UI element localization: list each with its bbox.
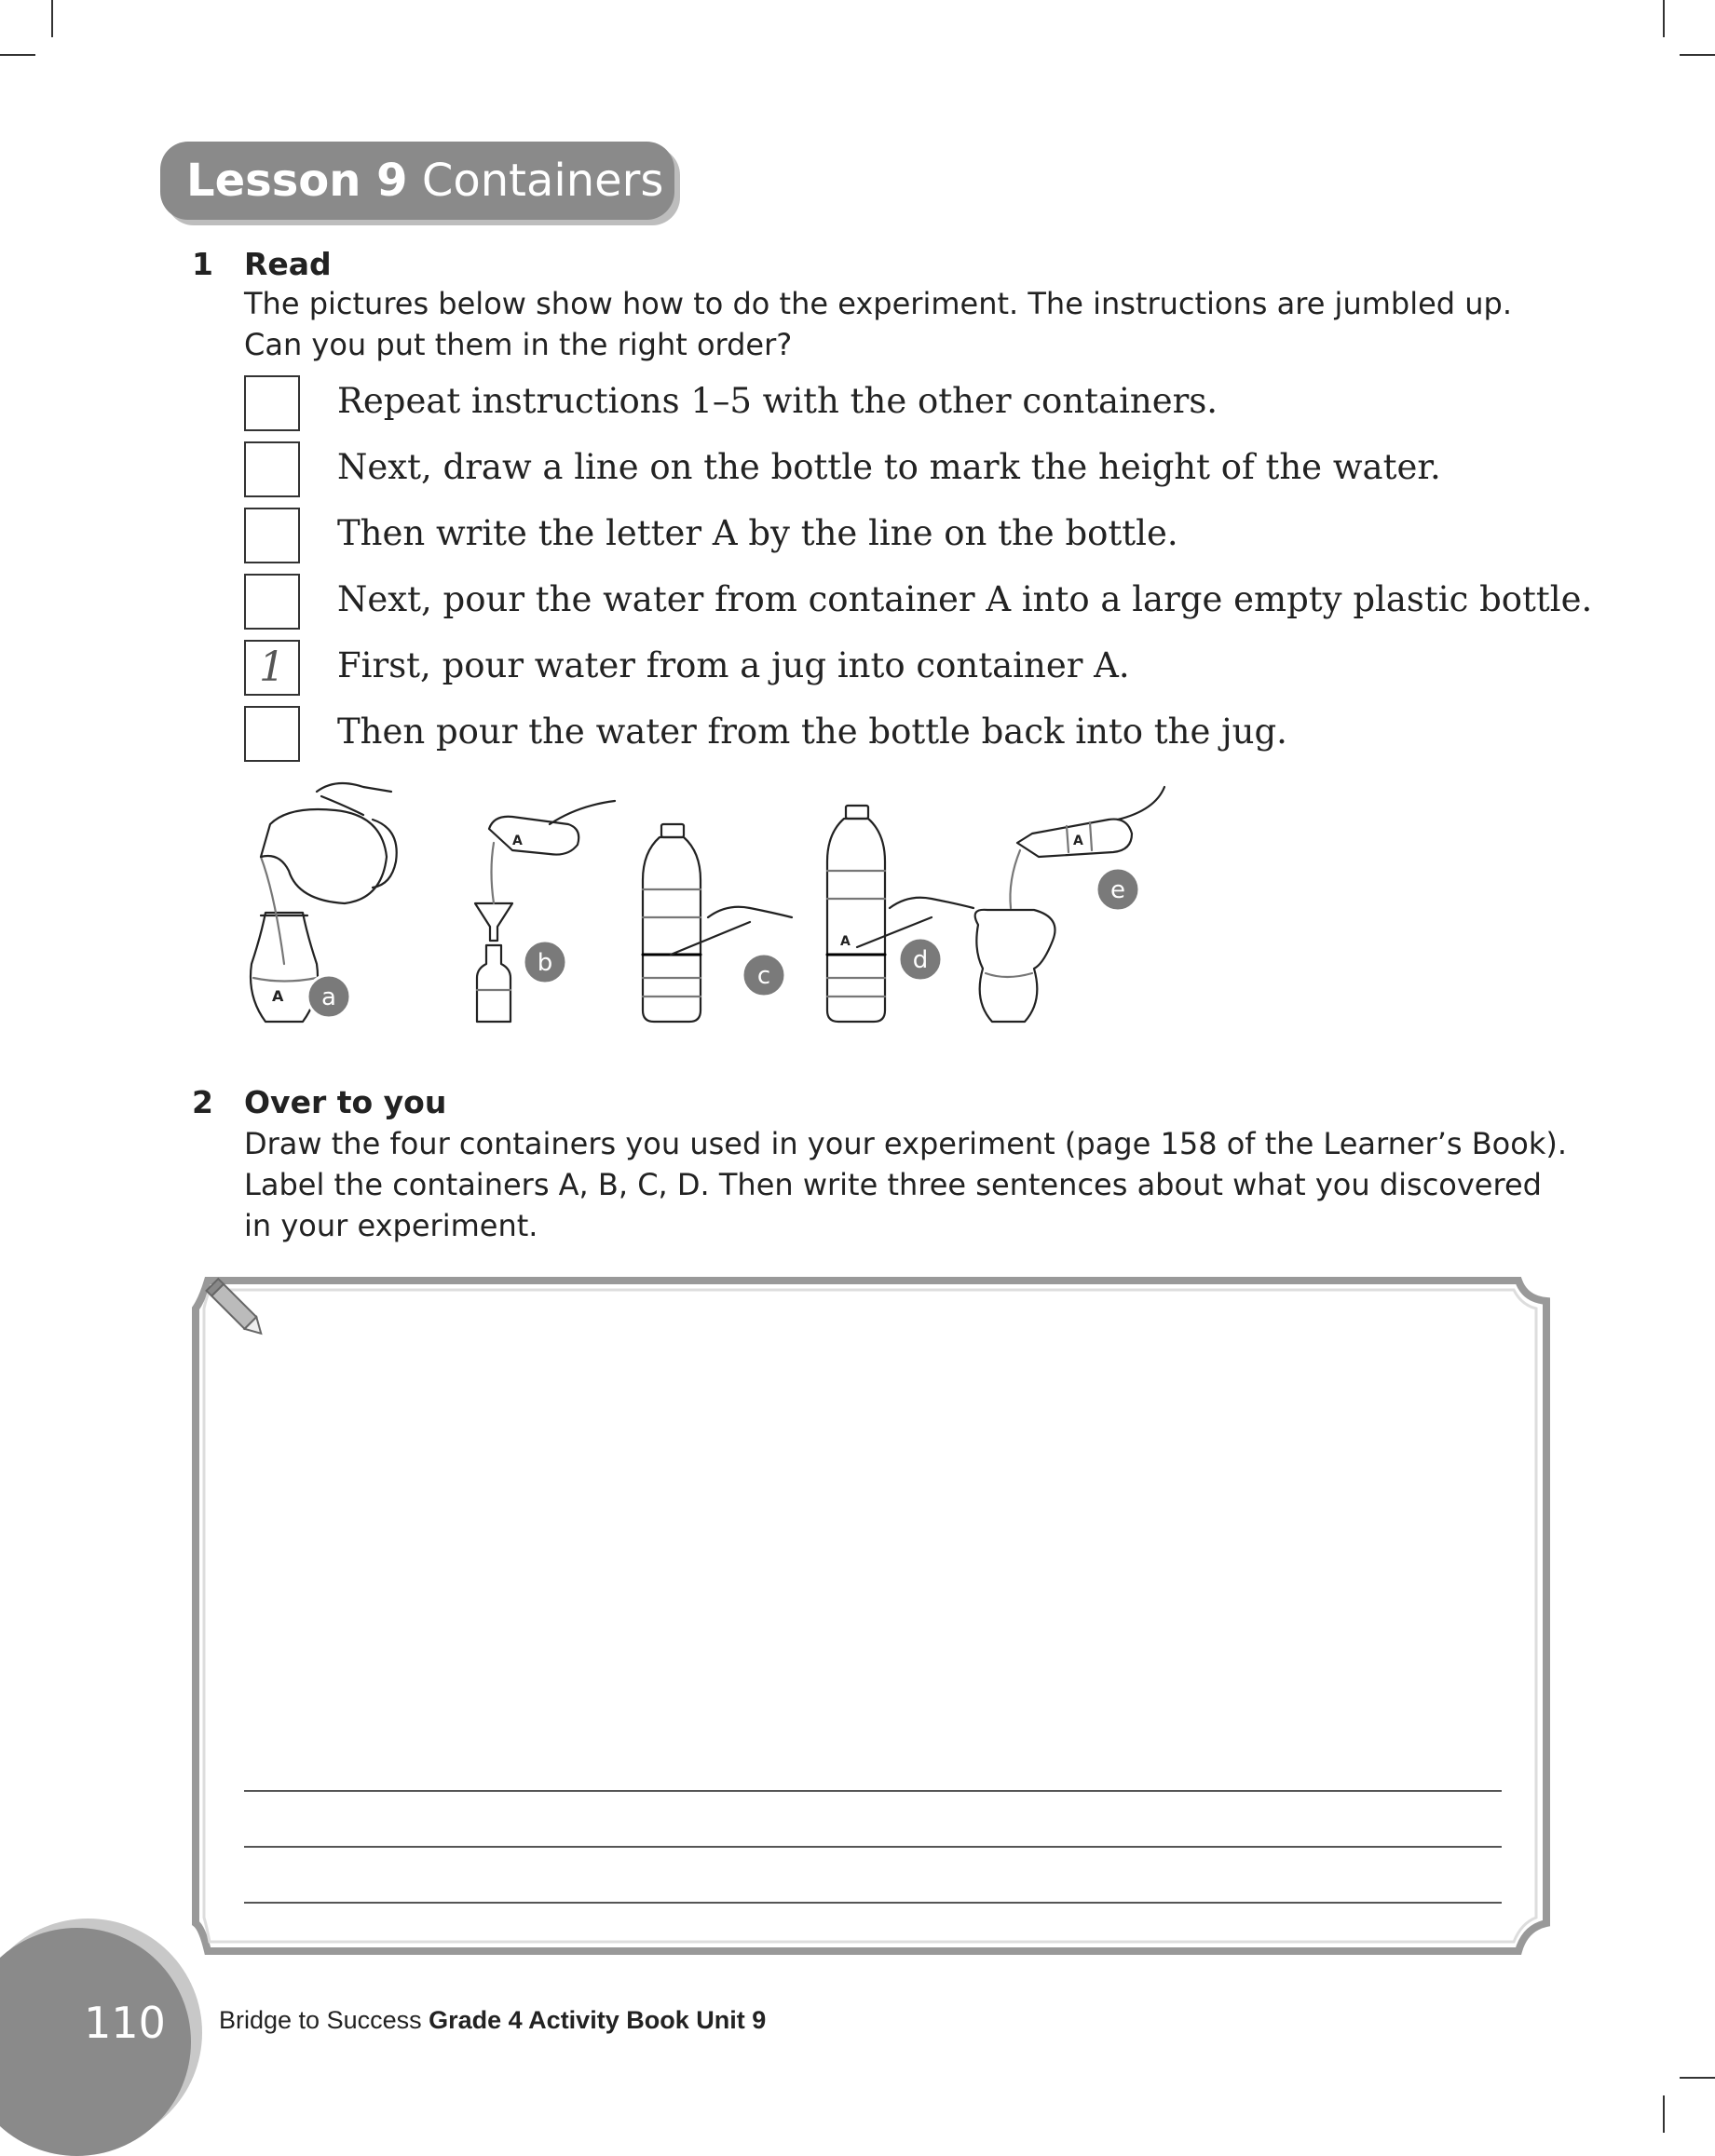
order-answer-box[interactable]: [244, 508, 300, 563]
instruction-item: [242, 706, 1546, 764]
picture-d: [827, 806, 973, 1022]
order-answer-box[interactable]: 1: [244, 640, 300, 696]
lesson-title: Containers: [421, 155, 664, 207]
instruction-text: Next, pour the water from container A into a large empty plastic bottle.: [337, 579, 1593, 619]
container-label: A: [512, 834, 523, 848]
picture-label-d: d: [912, 946, 929, 974]
instruction-item: [242, 574, 1593, 631]
picture-c: [643, 824, 792, 1022]
section-1-heading: Read: [244, 246, 332, 282]
section-2-number: 2: [192, 1084, 213, 1120]
experiment-illustrations: [233, 778, 1351, 1029]
order-answer-box[interactable]: [244, 375, 300, 431]
crop-mark: [1680, 54, 1715, 56]
picture-label-e: e: [1110, 876, 1125, 904]
container-label: A: [1073, 834, 1083, 848]
crop-mark: [51, 0, 53, 37]
picture-label-c: c: [756, 962, 771, 990]
instruction-text: First, pour water from a jug into container A.: [337, 645, 1130, 685]
picture-label-a: a: [321, 983, 336, 1011]
crop-mark: [1663, 2095, 1665, 2133]
lesson-label: Lesson 9: [186, 155, 408, 207]
picture-label-b: b: [537, 949, 553, 977]
instruction-text: Then write the letter A by the line on the bottle.: [337, 513, 1178, 553]
instruction-text: Then pour the water from the bottle back into the jug.: [337, 712, 1287, 752]
section-1-number: 1: [192, 246, 213, 282]
footer-book: Grade 4 Activity Book Unit 9: [429, 2006, 767, 2034]
order-answer-box[interactable]: [244, 441, 300, 497]
page-number: 110: [84, 1998, 166, 2048]
instruction-item: [242, 375, 1546, 433]
pencil-icon: [207, 1279, 267, 1339]
footer-series: Bridge to Success: [219, 2006, 422, 2034]
writing-line[interactable]: [244, 1902, 1502, 1904]
order-answer-box[interactable]: [244, 574, 300, 630]
instruction-item: [242, 640, 1546, 698]
order-answer-box[interactable]: [244, 706, 300, 762]
section-1-text: The pictures below show how to do the experiment. The instructions are jumbled up. Can you put them in the right order?: [244, 286, 1513, 362]
lesson-banner: [160, 142, 674, 220]
writing-line[interactable]: [244, 1790, 1502, 1792]
crop-mark: [1680, 2077, 1715, 2079]
section-2-text: Draw the four containers you used in your experiment (page 158 of the Learner’s Book). Label the containers A, B, C, D. Then write three sentences about what you discovered in your experiment.: [244, 1126, 1568, 1243]
instruction-item: [242, 508, 1546, 565]
picture-a: [251, 783, 397, 1022]
container-label: A: [272, 987, 284, 1005]
instruction-item: [242, 441, 1546, 499]
writing-line[interactable]: [244, 1846, 1502, 1848]
picture-e: [975, 787, 1164, 1022]
crop-mark: [1663, 0, 1665, 37]
answer-frame[interactable]: [191, 1271, 1556, 1960]
instruction-text: Next, draw a line on the bottle to mark the height of the water.: [337, 447, 1441, 487]
picture-b: [475, 801, 615, 1022]
crop-mark: [0, 54, 35, 56]
footer: [219, 2006, 766, 2035]
container-label: A: [840, 934, 851, 949]
section-2-heading: Over to you: [244, 1084, 447, 1120]
instruction-text: Repeat instructions 1–5 with the other containers.: [337, 381, 1218, 421]
